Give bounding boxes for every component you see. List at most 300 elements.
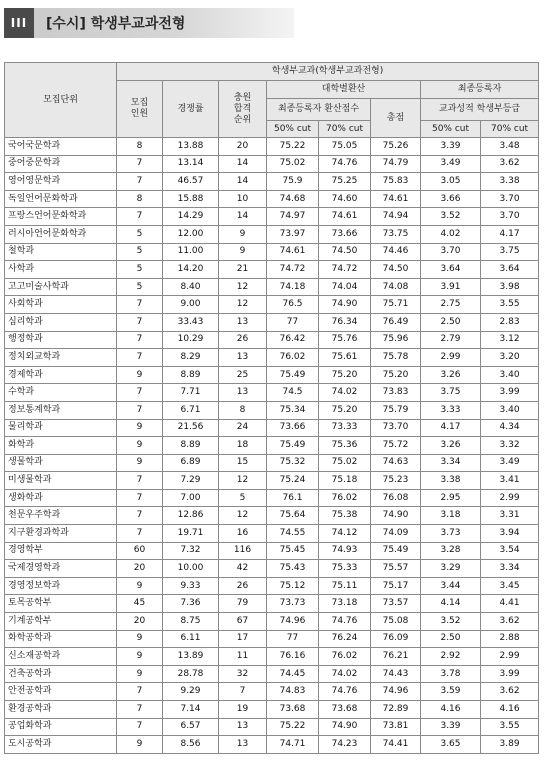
table-row <box>5 401 539 419</box>
cell-final-cut70: 3.99 <box>481 665 539 683</box>
cell-total: 75.23 <box>371 472 421 490</box>
cell-total: 74.09 <box>371 525 421 543</box>
cell-waitlist: 13 <box>219 718 267 736</box>
cell-final-cut70: 3.20 <box>481 349 539 367</box>
cell-waitlist: 17 <box>219 630 267 648</box>
cell-final-cut50: 4.16 <box>421 701 481 719</box>
header-waitlist: 충원 합격 순위 <box>219 81 267 138</box>
cell-univ-cut50: 75.32 <box>267 454 319 472</box>
cell-final-cut50: 3.65 <box>421 736 481 754</box>
cell-dept: 러시아언어문화학과 <box>5 225 117 243</box>
cell-total: 73.75 <box>371 225 421 243</box>
table-row <box>5 454 539 472</box>
cell-quota: 5 <box>117 225 163 243</box>
cell-univ-cut50: 75.45 <box>267 542 319 560</box>
cell-total: 75.79 <box>371 401 421 419</box>
cell-univ-cut70: 73.18 <box>319 595 371 613</box>
cell-final-cut50: 3.73 <box>421 525 481 543</box>
cell-total: 75.78 <box>371 349 421 367</box>
cell-univ-cut70: 75.18 <box>319 472 371 490</box>
cell-quota: 8 <box>117 138 163 156</box>
cell-waitlist: 26 <box>219 577 267 595</box>
cell-dept: 철학과 <box>5 243 117 261</box>
cell-univ-cut70: 76.34 <box>319 313 371 331</box>
cell-quota: 7 <box>117 701 163 719</box>
cell-quota: 5 <box>117 261 163 279</box>
cell-univ-cut50: 74.72 <box>267 261 319 279</box>
cell-final-cut70: 3.89 <box>481 736 539 754</box>
cell-final-cut70: 2.99 <box>481 648 539 666</box>
cell-waitlist: 25 <box>219 366 267 384</box>
table-row <box>5 542 539 560</box>
cell-univ-cut50: 77 <box>267 630 319 648</box>
table-row <box>5 683 539 701</box>
cell-quota: 9 <box>117 454 163 472</box>
cell-total: 75.20 <box>371 366 421 384</box>
cell-dept: 영어영문학과 <box>5 173 117 191</box>
cell-quota: 7 <box>117 155 163 173</box>
cell-univ-cut70: 75.20 <box>319 366 371 384</box>
cell-quota: 45 <box>117 595 163 613</box>
cell-final-cut70: 3.64 <box>481 261 539 279</box>
cell-final-cut50: 2.95 <box>421 489 481 507</box>
table-body <box>5 138 539 754</box>
cell-final-cut70: 3.34 <box>481 560 539 578</box>
cell-waitlist: 12 <box>219 296 267 314</box>
cell-total: 74.90 <box>371 507 421 525</box>
cell-rate: 19.71 <box>163 525 219 543</box>
cell-univ-cut70: 73.68 <box>319 701 371 719</box>
cell-total: 74.46 <box>371 243 421 261</box>
cell-total: 75.83 <box>371 173 421 191</box>
cell-final-cut70: 3.62 <box>481 683 539 701</box>
cell-univ-cut50: 76.42 <box>267 331 319 349</box>
cell-dept: 정보통계학과 <box>5 401 117 419</box>
header-final-sub: 교과성적 학생부등급 <box>421 99 539 121</box>
cell-dept: 정치외교학과 <box>5 349 117 367</box>
cell-quota: 7 <box>117 401 163 419</box>
cell-final-cut50: 3.59 <box>421 683 481 701</box>
cell-dept: 경영정보학과 <box>5 577 117 595</box>
cell-quota: 7 <box>117 384 163 402</box>
cell-total: 75.17 <box>371 577 421 595</box>
cell-univ-cut50: 75.43 <box>267 560 319 578</box>
cell-dept: 건축공학과 <box>5 665 117 683</box>
cell-rate: 14.29 <box>163 208 219 226</box>
cell-final-cut50: 3.28 <box>421 542 481 560</box>
table-header <box>5 63 539 138</box>
cell-final-cut50: 3.39 <box>421 718 481 736</box>
cell-final-cut50: 3.66 <box>421 190 481 208</box>
cell-final-cut70: 3.55 <box>481 718 539 736</box>
cell-dept: 안전공학과 <box>5 683 117 701</box>
cell-univ-cut70: 76.24 <box>319 630 371 648</box>
cell-quota: 7 <box>117 683 163 701</box>
cell-quota: 9 <box>117 736 163 754</box>
cell-final-cut50: 3.91 <box>421 278 481 296</box>
table-row <box>5 437 539 455</box>
cell-univ-cut50: 75.24 <box>267 472 319 490</box>
cell-quota: 7 <box>117 296 163 314</box>
cell-rate: 13.89 <box>163 648 219 666</box>
table-row <box>5 718 539 736</box>
cell-final-cut70: 3.40 <box>481 401 539 419</box>
cell-waitlist: 10 <box>219 190 267 208</box>
cell-dept: 프랑스언어문화학과 <box>5 208 117 226</box>
cell-waitlist: 7 <box>219 683 267 701</box>
cell-total: 73.81 <box>371 718 421 736</box>
cell-rate: 7.00 <box>163 489 219 507</box>
cell-waitlist: 16 <box>219 525 267 543</box>
cell-univ-cut70: 74.60 <box>319 190 371 208</box>
cell-univ-cut70: 74.23 <box>319 736 371 754</box>
cell-final-cut70: 3.48 <box>481 138 539 156</box>
cell-quota: 7 <box>117 525 163 543</box>
cell-final-cut70: 3.70 <box>481 208 539 226</box>
cell-dept: 환경공학과 <box>5 701 117 719</box>
cell-rate: 21.56 <box>163 419 219 437</box>
cell-waitlist: 12 <box>219 507 267 525</box>
cell-rate: 7.29 <box>163 472 219 490</box>
cell-quota: 60 <box>117 542 163 560</box>
header-final-cut50: 50% cut <box>421 121 481 138</box>
cell-final-cut50: 2.50 <box>421 630 481 648</box>
cell-dept: 사학과 <box>5 261 117 279</box>
cell-rate: 12.00 <box>163 225 219 243</box>
cell-total: 73.70 <box>371 419 421 437</box>
cell-quota: 9 <box>117 577 163 595</box>
cell-rate: 8.29 <box>163 349 219 367</box>
header-total: 총점 <box>371 99 421 138</box>
cell-dept: 토목공학부 <box>5 595 117 613</box>
cell-univ-cut70: 75.25 <box>319 173 371 191</box>
cell-univ-cut50: 76.1 <box>267 489 319 507</box>
table-row <box>5 243 539 261</box>
table-row <box>5 595 539 613</box>
cell-dept: 국제경영학과 <box>5 560 117 578</box>
cell-waitlist: 67 <box>219 613 267 631</box>
table-row <box>5 577 539 595</box>
table-row <box>5 489 539 507</box>
cell-dept: 공업화학과 <box>5 718 117 736</box>
header-univ-sub: 최종등록자 환산점수 <box>267 99 371 121</box>
cell-univ-cut70: 75.20 <box>319 401 371 419</box>
cell-univ-cut70: 75.02 <box>319 454 371 472</box>
cell-waitlist: 9 <box>219 225 267 243</box>
cell-dept: 신소재공학과 <box>5 648 117 666</box>
cell-quota: 8 <box>117 190 163 208</box>
header-group-univ: 대학별환산 <box>267 81 421 99</box>
cell-univ-cut50: 75.34 <box>267 401 319 419</box>
cell-total: 74.50 <box>371 261 421 279</box>
cell-final-cut50: 3.05 <box>421 173 481 191</box>
cell-dept: 심리학과 <box>5 313 117 331</box>
cell-rate: 8.75 <box>163 613 219 631</box>
cell-univ-cut50: 75.64 <box>267 507 319 525</box>
cell-dept: 행정학과 <box>5 331 117 349</box>
cell-quota: 9 <box>117 630 163 648</box>
cell-univ-cut70: 73.33 <box>319 419 371 437</box>
cell-quota: 9 <box>117 665 163 683</box>
cell-total: 74.41 <box>371 736 421 754</box>
cell-univ-cut50: 74.61 <box>267 243 319 261</box>
table-row <box>5 366 539 384</box>
cell-waitlist: 13 <box>219 313 267 331</box>
cell-final-cut50: 3.44 <box>421 577 481 595</box>
cell-rate: 6.57 <box>163 718 219 736</box>
cell-rate: 12.86 <box>163 507 219 525</box>
cell-rate: 14.20 <box>163 261 219 279</box>
cell-univ-cut50: 75.22 <box>267 138 319 156</box>
table-row <box>5 331 539 349</box>
cell-univ-cut50: 73.68 <box>267 701 319 719</box>
header-group-main: 학생부교과(학생부교과전형) <box>117 63 539 81</box>
table-row <box>5 261 539 279</box>
cell-univ-cut50: 76.02 <box>267 349 319 367</box>
cell-univ-cut70: 74.76 <box>319 155 371 173</box>
cell-univ-cut70: 76.02 <box>319 648 371 666</box>
cell-total: 74.08 <box>371 278 421 296</box>
table-row <box>5 648 539 666</box>
cell-quota: 5 <box>117 243 163 261</box>
cell-quota: 7 <box>117 331 163 349</box>
cell-final-cut50: 3.70 <box>421 243 481 261</box>
cell-quota: 9 <box>117 419 163 437</box>
cell-univ-cut70: 74.93 <box>319 542 371 560</box>
cell-univ-cut50: 74.97 <box>267 208 319 226</box>
cell-final-cut50: 3.38 <box>421 472 481 490</box>
cell-univ-cut50: 74.83 <box>267 683 319 701</box>
cell-quota: 9 <box>117 648 163 666</box>
cell-univ-cut70: 74.76 <box>319 613 371 631</box>
cell-final-cut50: 2.75 <box>421 296 481 314</box>
cell-total: 73.83 <box>371 384 421 402</box>
cell-final-cut70: 3.31 <box>481 507 539 525</box>
cell-total: 75.26 <box>371 138 421 156</box>
header-final-cut70: 70% cut <box>481 121 539 138</box>
cell-final-cut50: 3.78 <box>421 665 481 683</box>
cell-final-cut70: 3.98 <box>481 278 539 296</box>
cell-rate: 15.88 <box>163 190 219 208</box>
table-row <box>5 278 539 296</box>
cell-waitlist: 13 <box>219 384 267 402</box>
cell-rate: 11.00 <box>163 243 219 261</box>
section-title: [수시] 학생부교과전형 <box>46 16 186 32</box>
cell-total: 72.89 <box>371 701 421 719</box>
cell-final-cut50: 2.79 <box>421 331 481 349</box>
cell-dept: 국어국문학과 <box>5 138 117 156</box>
header-dept: 모집단위 <box>5 63 117 138</box>
cell-quota: 5 <box>117 278 163 296</box>
cell-final-cut50: 2.92 <box>421 648 481 666</box>
cell-total: 74.96 <box>371 683 421 701</box>
cell-final-cut50: 4.02 <box>421 225 481 243</box>
cell-total: 75.71 <box>371 296 421 314</box>
cell-total: 74.43 <box>371 665 421 683</box>
cell-waitlist: 8 <box>219 401 267 419</box>
cell-rate: 10.29 <box>163 331 219 349</box>
cell-waitlist: 12 <box>219 472 267 490</box>
cell-dept: 중어중문학과 <box>5 155 117 173</box>
cell-univ-cut50: 74.18 <box>267 278 319 296</box>
cell-final-cut50: 3.49 <box>421 155 481 173</box>
header-univ-cut70: 70% cut <box>319 121 371 138</box>
cell-final-cut50: 3.29 <box>421 560 481 578</box>
cell-final-cut70: 3.55 <box>481 296 539 314</box>
cell-rate: 8.89 <box>163 366 219 384</box>
cell-final-cut50: 3.75 <box>421 384 481 402</box>
cell-quota: 7 <box>117 507 163 525</box>
cell-quota: 7 <box>117 349 163 367</box>
cell-univ-cut50: 74.71 <box>267 736 319 754</box>
cell-final-cut70: 3.41 <box>481 472 539 490</box>
cell-final-cut50: 3.39 <box>421 138 481 156</box>
cell-quota: 20 <box>117 560 163 578</box>
cell-univ-cut70: 74.50 <box>319 243 371 261</box>
admission-results-table-wrap <box>4 62 538 754</box>
cell-final-cut70: 3.45 <box>481 577 539 595</box>
cell-rate: 6.71 <box>163 401 219 419</box>
cell-waitlist: 13 <box>219 349 267 367</box>
cell-final-cut70: 2.83 <box>481 313 539 331</box>
cell-final-cut70: 3.62 <box>481 613 539 631</box>
section-title-bar <box>4 8 294 38</box>
table-row <box>5 613 539 631</box>
cell-rate: 9.00 <box>163 296 219 314</box>
cell-univ-cut50: 74.68 <box>267 190 319 208</box>
cell-final-cut70: 3.38 <box>481 173 539 191</box>
cell-univ-cut70: 75.33 <box>319 560 371 578</box>
cell-final-cut70: 4.17 <box>481 225 539 243</box>
table-row <box>5 313 539 331</box>
cell-waitlist: 116 <box>219 542 267 560</box>
cell-rate: 46.57 <box>163 173 219 191</box>
cell-quota: 7 <box>117 472 163 490</box>
cell-rate: 13.14 <box>163 155 219 173</box>
cell-total: 76.09 <box>371 630 421 648</box>
cell-total: 75.08 <box>371 613 421 631</box>
cell-quota: 7 <box>117 718 163 736</box>
cell-univ-cut50: 75.02 <box>267 155 319 173</box>
cell-dept: 경영학부 <box>5 542 117 560</box>
cell-final-cut70: 3.32 <box>481 437 539 455</box>
cell-waitlist: 14 <box>219 155 267 173</box>
cell-final-cut70: 3.12 <box>481 331 539 349</box>
cell-total: 74.94 <box>371 208 421 226</box>
cell-univ-cut70: 75.11 <box>319 577 371 595</box>
cell-univ-cut70: 74.72 <box>319 261 371 279</box>
header-group-final: 최종등록자 <box>421 81 539 99</box>
cell-quota: 7 <box>117 313 163 331</box>
cell-rate: 7.14 <box>163 701 219 719</box>
table-row <box>5 507 539 525</box>
cell-univ-cut70: 75.05 <box>319 138 371 156</box>
cell-total: 73.57 <box>371 595 421 613</box>
cell-rate: 10.00 <box>163 560 219 578</box>
cell-univ-cut50: 74.96 <box>267 613 319 631</box>
cell-dept: 물리학과 <box>5 419 117 437</box>
cell-rate: 6.89 <box>163 454 219 472</box>
cell-waitlist: 14 <box>219 173 267 191</box>
table-row <box>5 560 539 578</box>
cell-univ-cut70: 73.66 <box>319 225 371 243</box>
cell-univ-cut70: 74.90 <box>319 718 371 736</box>
cell-final-cut50: 3.64 <box>421 261 481 279</box>
cell-final-cut50: 3.26 <box>421 437 481 455</box>
cell-waitlist: 15 <box>219 454 267 472</box>
cell-total: 76.21 <box>371 648 421 666</box>
table-row <box>5 665 539 683</box>
cell-total: 76.49 <box>371 313 421 331</box>
cell-univ-cut70: 75.61 <box>319 349 371 367</box>
table-row <box>5 630 539 648</box>
cell-final-cut50: 2.50 <box>421 313 481 331</box>
cell-final-cut70: 2.99 <box>481 489 539 507</box>
cell-univ-cut70: 74.61 <box>319 208 371 226</box>
table-row <box>5 349 539 367</box>
cell-univ-cut50: 75.49 <box>267 366 319 384</box>
cell-dept: 도시공학과 <box>5 736 117 754</box>
table-row <box>5 190 539 208</box>
section-number: III <box>4 8 34 38</box>
cell-final-cut50: 4.17 <box>421 419 481 437</box>
cell-final-cut50: 3.52 <box>421 613 481 631</box>
cell-final-cut70: 4.16 <box>481 701 539 719</box>
cell-final-cut50: 3.33 <box>421 401 481 419</box>
table-row <box>5 296 539 314</box>
cell-quota: 9 <box>117 366 163 384</box>
header-quota: 모집 인원 <box>117 81 163 138</box>
cell-waitlist: 12 <box>219 278 267 296</box>
cell-univ-cut50: 74.5 <box>267 384 319 402</box>
cell-total: 75.72 <box>371 437 421 455</box>
cell-dept: 화학과 <box>5 437 117 455</box>
cell-univ-cut70: 75.38 <box>319 507 371 525</box>
cell-quota: 20 <box>117 613 163 631</box>
cell-waitlist: 32 <box>219 665 267 683</box>
cell-univ-cut70: 75.76 <box>319 331 371 349</box>
cell-univ-cut50: 73.66 <box>267 419 319 437</box>
table-row <box>5 701 539 719</box>
cell-final-cut70: 3.70 <box>481 190 539 208</box>
cell-final-cut50: 3.26 <box>421 366 481 384</box>
cell-univ-cut70: 74.12 <box>319 525 371 543</box>
cell-final-cut70: 3.49 <box>481 454 539 472</box>
cell-univ-cut70: 74.02 <box>319 384 371 402</box>
cell-univ-cut70: 74.76 <box>319 683 371 701</box>
admission-results-table <box>4 62 539 754</box>
table-row <box>5 419 539 437</box>
cell-final-cut50: 3.52 <box>421 208 481 226</box>
cell-final-cut50: 3.18 <box>421 507 481 525</box>
cell-quota: 7 <box>117 489 163 507</box>
cell-quota: 9 <box>117 437 163 455</box>
cell-univ-cut50: 74.55 <box>267 525 319 543</box>
cell-univ-cut50: 74.45 <box>267 665 319 683</box>
cell-total: 74.61 <box>371 190 421 208</box>
cell-dept: 사회학과 <box>5 296 117 314</box>
cell-final-cut70: 4.41 <box>481 595 539 613</box>
cell-final-cut50: 2.99 <box>421 349 481 367</box>
cell-total: 75.96 <box>371 331 421 349</box>
cell-final-cut70: 3.54 <box>481 542 539 560</box>
cell-dept: 천문우주학과 <box>5 507 117 525</box>
cell-univ-cut50: 75.9 <box>267 173 319 191</box>
cell-dept: 미생물학과 <box>5 472 117 490</box>
cell-waitlist: 21 <box>219 261 267 279</box>
cell-dept: 지구환경과학과 <box>5 525 117 543</box>
cell-quota: 7 <box>117 173 163 191</box>
